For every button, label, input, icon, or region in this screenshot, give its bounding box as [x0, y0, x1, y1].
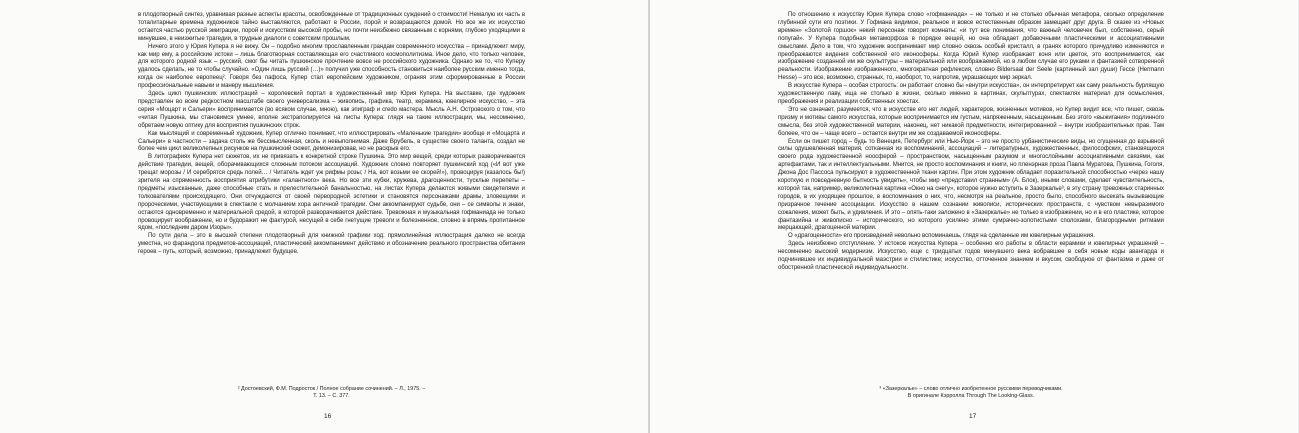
footnote-line: В оригинале Кэрролла Through The Looking-Glass.: [907, 393, 1035, 399]
paragraph: По сути дела – это в высшей степени плодотворный для книжной графики ход: прямолинейная иллюстрация далеко не всегда уместна, но фарандола предметов-ассоциаций, пластический аккомпанемент действию и обозначение реального пространства обитания героев – путь, который, возможно, принадлежит будущее.: [138, 233, 525, 256]
footnote-line: Т. 13. – С. 377.: [313, 393, 350, 399]
gutter-divider: [649, 0, 650, 433]
paragraph: Как мыслящий и современный художник, Купер отлично понимает, что иллюстрировать «Маленькие трагедии» вообще и «Моцарта и Сальери» в частности – задача столь же бессмысленная, сколь и невыполнимая. Даже Врубель, в существе своего таланта, создал не более чем цикл великолепных рисунков на пушкинский сюжет, демонизировав, но не раскрыв его.: [138, 130, 525, 153]
paragraph: Ничего этого у Юрия Купера я не вижу. Он – подобно многим прославленным грандам современного искусства – принадлежит миру, как мир ему, а российские истоки – лишь благотворная составляющая его счастливого космополитизма. Иное дело, что только человек, для которого родной язык – русский, смог бы читать пушкинское прочтение вовсе не российского художника. Однако же то, что Куперу удалось сделать, не то чтобы случайно. «Один лишь русский (…)» получил уже способность становиться наиболее русским именно тогда, когда он наиболее европеец². Говоря без пафоса, Купер стал европейским художником, ограняя этим сформированные в России профессиональные навыки и манеру мышления.: [138, 43, 525, 90]
paragraph: Здесь цикл пушкинских иллюстраций – королевский портал в художественный мир Юрия Купера. На выставке, где художник представлен во всем редкостном масштабе своего универсализма – живопись, графика, театр, керамика, ювелирное искусство, – эта серия «Моцарт и Сальери» воспринимается (во всяком случае, мною), как эпиграф и credo мастера. Мысль А.Н. Островского о том, что «читая Пушкина, мы становимся умнее, вполне экстраполируется на листы Купера: глядя на такие иллюстрации, мы, несомненно, обретаем новую оптику для восприятия пушкинских строк.: [138, 91, 525, 129]
paragraph: в плодотворный синтез, уравнивая разные аспекты красоты, освобожденные от традиционных суждений о стоимости! Немалую их часть в тоталитарные времена художников тайно выставляются, работают в России, порой и возвращаются домой. Но все же их искусство остается частью русской эмиграции, порой и искусством высокой пробы, но почти неизбежно связанным с корнями, глубоко уходящими в минувшее, в неизжитые трагедии, в трудные диалоги с советским прошлым.: [138, 12, 525, 42]
page-number-left: 16: [324, 413, 332, 420]
paragraph: Это не означает, разумеется, что в искусстве его нет людей, характеров, жизненных мотивов, но Купер видит все, что пишет, сквозь призму и мотивы самого искусства, которые воспринимается им густым, напряженным, насыщенным. Без этого «выжигания» подлинного смысла, без этой художественной материи, наконец, нет никакой предметности, интегрированной – внутри изобразительных прав. Там болеее, что он – чаще всего – остается внутри им же создаваемой иконосферы.: [778, 106, 1164, 137]
paragraph: Здесь неизбежно отступление. У истоков искусства Купера – особенно его работы в области керамики и ювелирных украшений – несомненно высокий модернизм. Искусство, еще с тридцатых годов минувшего века вобравшее в себя новые коды авангарда и подчинившее их индивидуальной маэстрии и стилистике; искусство, отточенное знанием и вкусом, свободное от фантазма и даже от обостренной пластической индивидуальности.: [778, 241, 1164, 271]
left-footnotes: [138, 386, 525, 400]
left-text-block: [138, 12, 525, 257]
footnote-line: ³ «Зазеркалье» – слово отлично изобретенное русскими переводчиками.: [879, 386, 1063, 392]
paragraph: В искусстве Купера – особая строгость: он работает словно бы «внутри искусства», он интерпретирует как саму реальность бурлящую художественную лаву, ища не столько в жизни, сколько именно в картинах, скульптурах, спектаклях материал для осмысления, преображения и реализации собственных хоестах.: [778, 83, 1164, 105]
footnote-line: ² Достоевский, Ф.М. Подросток / Полное собрание сочинений. – Л., 1975. –: [237, 386, 426, 392]
paragraph: По отношению к искусству Юрия Купера слово «гофманиада» – не только и не столько обычная метафора, сколько определение глубинной сути его поэтики. У Гофмана видимое, реальное и вовсе естественным образом замещает друг друга. В сказке из «Новых времен» «Золотой горшок» некий персонаж говорит комнаты: «и тут все понимания, что важный человечек был, собственно, серый попугай». У Купера подобная метаморфоза в порядке вещей, но она обладает добавочными пластическими и ассоциативными смыслами. Дело в том, что художник воспринимает мир словно сквозь особый кристалл, в гранях которого причудливо изменяются и преображаются видения собственной его иконосферы. Когда Юрий Купер изображает коня или цветок, это воспринимается, как изображение созданной им же скульптуры – материальной или воображаемой, но в любом случае его руками и фантазией сотворенной реальности. Изображение изображенного, многократная рефлексия, словно Bildersaal der Seele (картинный зал души) Гессе (Hermann Hesse) – это все, возможно, странных, то, наоборот, то, напротив, украшающих мир зеркал.: [778, 12, 1164, 82]
right-footnotes: [778, 386, 1164, 400]
right-text-block: [778, 12, 1164, 273]
right-page: [649, 0, 1298, 433]
paragraph: Если он пишет город – будь то Венеция, Петербург или Нью-Йорк – это не просто урбанистические виды, но сгущенная до взрывной силы одушевленная материя, сотканная из воспоминаний, ассоциаций – литературных, художественных, философских, становящихся своего рода художественной ноосферой – пространством, насыщенным разумом и многослойными ассоциативными связями, как артефактами, так и интеллектуальными. Мнится, не просто воспоминания и книги, но пленэрная проза Павла Муратова, Пушкина, Гоголя, Джона Дос Пассоса пульсируют в художественной ткани картин. При этом художник обладает поразительной способностью «через нашу короткую и повседневную бытность увидеть», чтобы мир «представил странным» (А. Блок), иными словами, сделает чувствительность, которой так, например, великолепная картина «Окно на снегу», которое нужно вступить в Зазеркалье³, в эту страну тревожных старинных городов, в их уходящее прошлое, в воспоминания о них, что, несмотря на реальное, просто было, способного высекать вызывающие призрачное течение ассоциации. Искусство в нашем сознании живописи, исторических пространств, с чувством невыразимого сожаления, может быть, и удивления. И это – опять-таки заложено в «Зазеркалье» не только в изображении, но и в его пластике, которое фантазийна и живописно – исторического, но которого усилено этими сумрачно-золотистыми сполохами, благородными ритмами мерцающей, драгоценной материи.: [778, 138, 1164, 232]
paragraph: В литографиях Купера нет сюжетов, их не привязать к конкретной строке Пушкина. Это мир вещей, среди которых разворачивается действие трагедии, вещей, оборачивающихся сложным потоком ассоциаций. Художник словно повторяет пушкинский ход («И вот уже трещат морозы / И серебрятся средь полей… / Читатель ждет уж рифмы розы; / На, вот возьми ее скорей!»), провоцируя (казалось бы!) зрителя на спряменность восприятия атрибутики «галантного» века. Но все эти кубки, кружева, драгоценности, тусклые перепеты – предметы изысканные, даже способные стать и прелестительной банальностью, на листах Купера делаются живыми свидетелями и толкователями происходящего. Они отчуждаются от своей первородной эстетики и становятся персонажами драмы, зловещими и пророческими, участвующими в спектакле с молчанием хора античной трагедии. Они аккомпанируют судьбе, они – се символы и знаки, остаются одновременно и материальной средой, в которой разворачивается действие. Тревожная и музыкальная гофманиада не только провоцирует воображение, но и будоражит не фактурой, несущей в себе гнетущие тревоги и болезненное, словно в впрямь пропитанное ядом, «последним даром Изоры».: [138, 154, 525, 232]
page-number-right: 17: [969, 413, 977, 420]
paragraph: О «драгоценности» его произведений невольно вспоминаешь, глядя на сделанные им ювелирные украшения.: [788, 233, 1095, 240]
left-page: [0, 0, 649, 433]
